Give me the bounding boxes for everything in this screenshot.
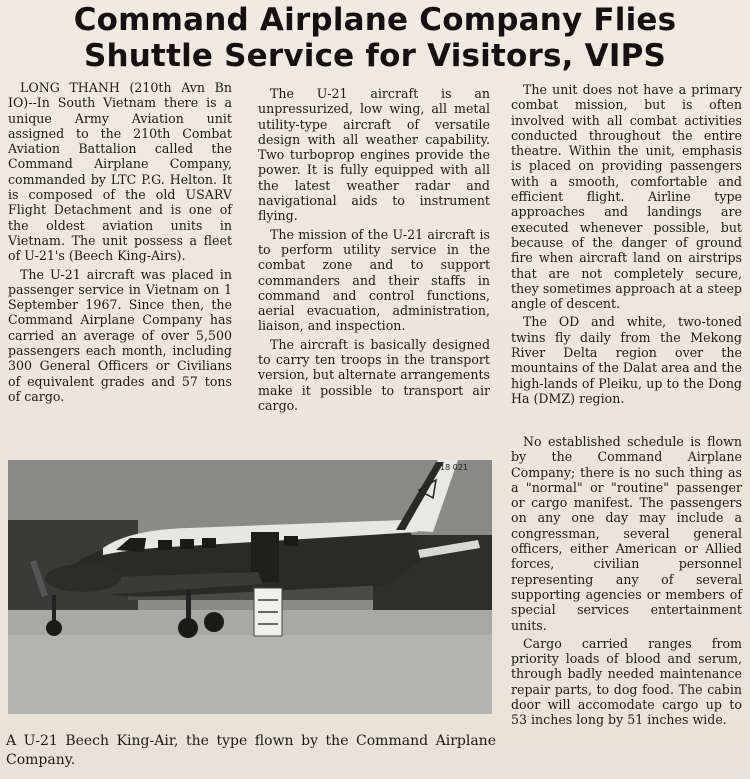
paragraph: The mission of the U-21 aircraft is to perform utility service in the combat zone and to support commanders and their staffs in command and control functions, aerial evacuation, administration, liaison, and inspection. xyxy=(258,226,490,334)
nose-wheel xyxy=(46,620,62,636)
aircraft-photo xyxy=(8,460,492,714)
headline xyxy=(0,2,750,74)
main-wheel xyxy=(178,618,198,638)
paragraph: The U-21 aircraft is an unpressurized, low wing, all metal utility-type aircraft of versatile design with all weather capability. Two turboprop engines provide the power. It is fully equipped with all the latest weather radar and navigational aids to instrument flying. xyxy=(258,86,490,224)
headline-line-2: Shuttle Service for Visitors, VIPS xyxy=(83,38,667,74)
photo-caption: A U-21 Beech King-Air, the type flown by the Command Airplane Company. xyxy=(6,733,496,768)
headline-line-1: Command Airplane Company Flies xyxy=(73,2,677,38)
article-column-3 xyxy=(511,82,742,409)
article-column-1 xyxy=(8,80,232,407)
main-wheel xyxy=(204,612,224,632)
aircraft-illustration xyxy=(8,460,492,714)
paragraph: The unit does not have a primary combat mission, but is often involved with all combat activities conducted throughout the entire theatre. Within the unit, emphasis is placed on providing passengers with a smooth, comfortable and efficient flight. Airline type approaches and landings are executed whenever possible, but because of the danger of ground fire when aircraft land on airstrips that are not completely secure, they sometimes approach at a steep angle of descent. xyxy=(511,82,742,312)
cabin-window xyxy=(158,540,172,550)
cabin-window xyxy=(202,538,216,548)
tail-number: 18 021 xyxy=(440,463,468,472)
cabin-window xyxy=(180,539,194,549)
cabin-window xyxy=(284,536,298,546)
paragraph: The U-21 aircraft was placed in passenger service in Vietnam on 1 September 1967. Since then, the Command Airplane Company has carried an average of over 5,500 passengers each month, including 300 General Officers or Civilians of equivalent grades and 57 tons of cargo. xyxy=(8,266,232,404)
article-column-3-continued xyxy=(511,434,742,731)
paragraph: Cargo carried ranges from priority loads of blood and serum, through badly needed maintenance repair parts, to dog food. The cabin door will accomodate cargo up to 53 inches long by 51 inches wide. xyxy=(511,635,742,728)
paragraph: No established schedule is flown by the Command Airplane Company; there is no such thing as a "normal" or "routine" passenger or cargo manifest. The passengers on any one day may include a congressman, several general officers, either American or Allied forces, civilian personnel representing any of several supporting agencies or members of special services entertainment units. xyxy=(511,434,742,633)
article-column-2 xyxy=(258,86,490,416)
paragraph: The OD and white, two-toned twins fly daily from the Mekong River Delta region over the mountains of the Dalat area and the high-lands of Pleiku, up to the Dong Ha (DMZ) region. xyxy=(511,314,742,406)
paragraph: LONG THANH (210th Avn Bn IO)--In South Vietnam there is a unique Army Aviation unit assigned to the 210th Combat Aviation Battalion called the Command Airplane Company, commanded by LTC P.G. Helton. It is composed of the old USARV Flight Detachment and is one of the oldest aviation units in Vietnam. The unit possess a fleet of U-21's (Beech King-Airs). xyxy=(8,80,232,264)
paragraph: The aircraft is basically designed to carry ten troops in the transport version, but alternate arrangements make it possible to transport air cargo. xyxy=(258,336,490,413)
engine-nacelle xyxy=(45,564,121,592)
